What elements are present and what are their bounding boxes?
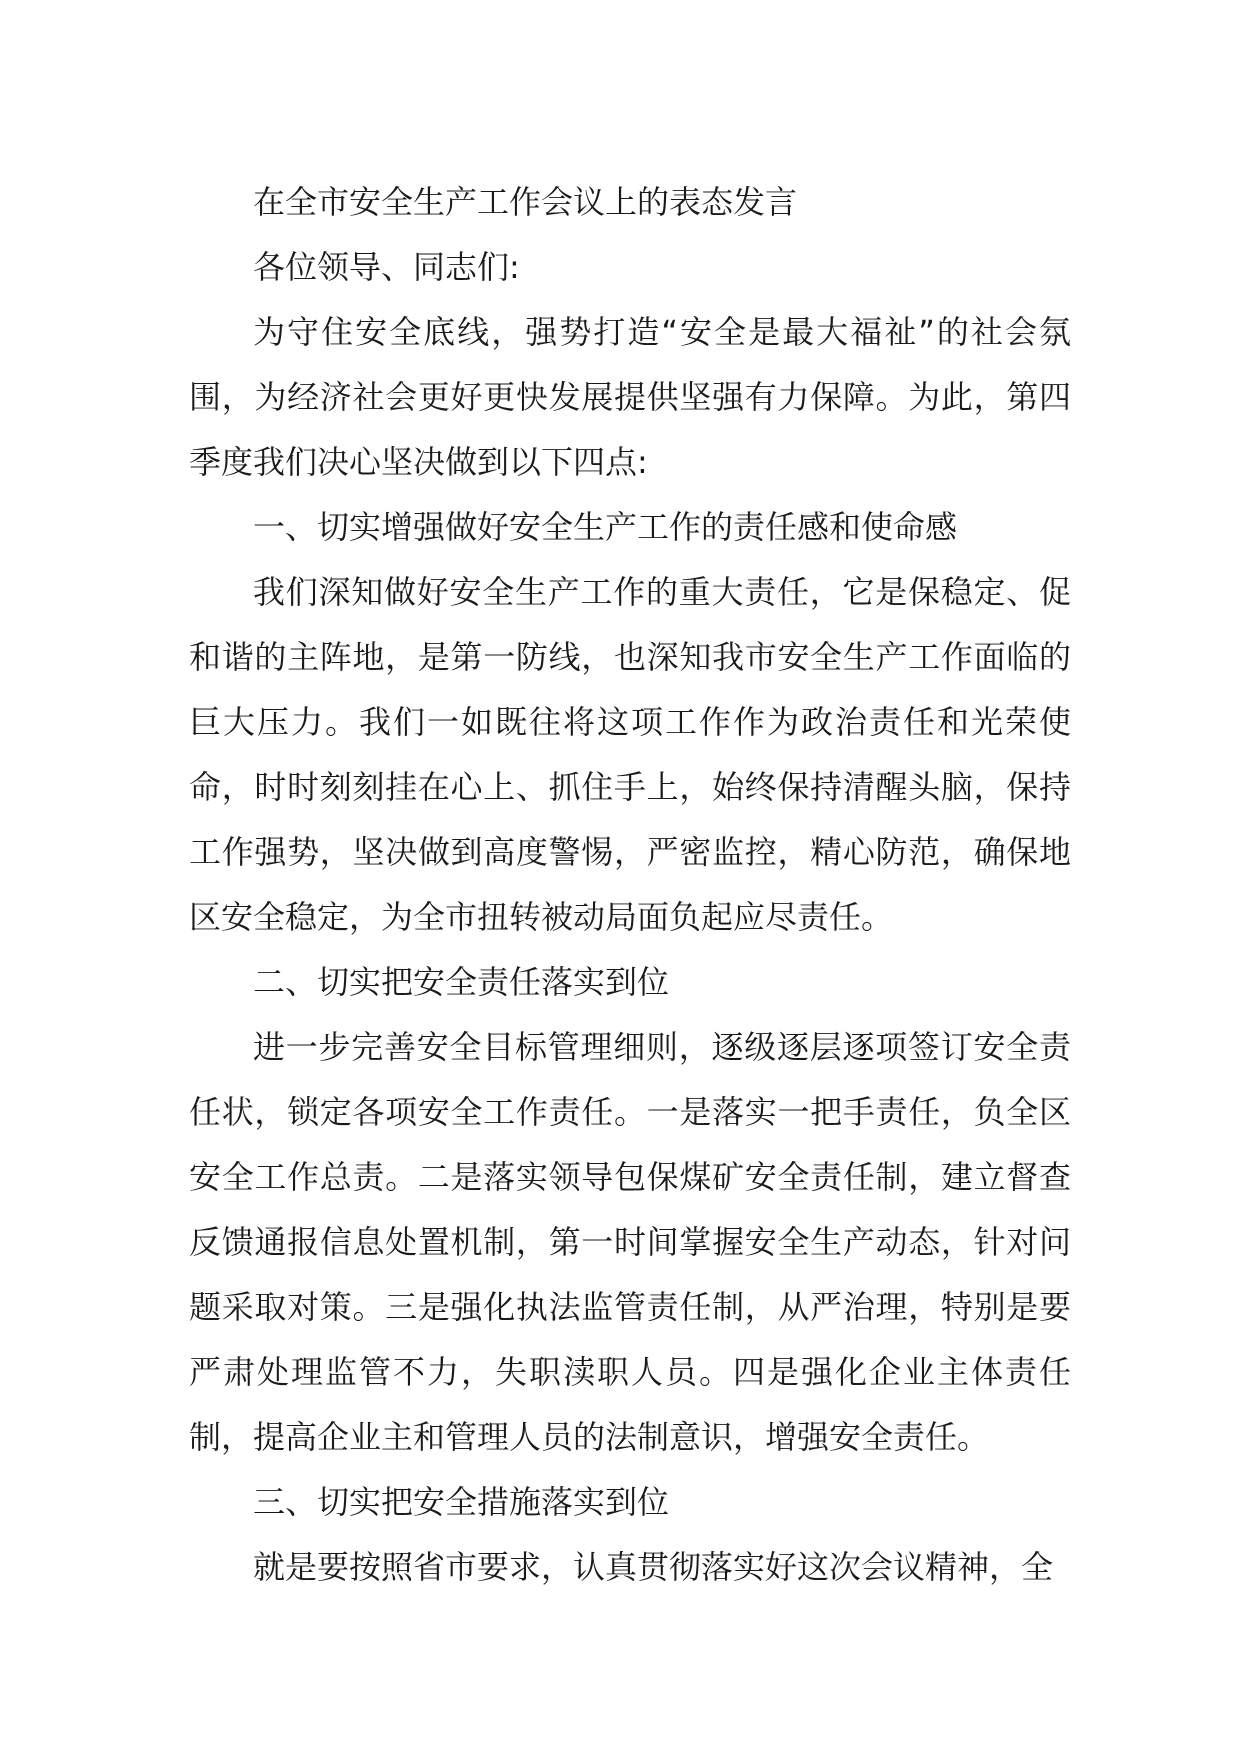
body-paragraph: 就是要按照省市要求，认真贯彻落实好这次会议精神，全 <box>253 1548 1054 1586</box>
body-paragraph: 进一步完善安全目标管理细则，逐级逐层逐项签订安全责任状，锁定各项安全工作责任。一是落实一把手责任，负全区安全工作总责。二是落实领导包保煤矿安全责任制，建立督查反馈通报信息处置机制，第一时间掌握安全生产动态，针对问题采取对策。三是强化执法监管责任制，从严治理，特别是要严肃处理监管不力，失职渎职人员。四是强化企业主体责任制，提高企业主和管理人员的法制意识，增强安全责任。 <box>189 1028 1071 1456</box>
salutation: 各位领导、同志们: <box>253 248 520 286</box>
document-title: 在全市安全生产工作会议上的表态发言 <box>253 183 798 221</box>
body-paragraph: 我们深知做好安全生产工作的重大责任，它是保稳定、促和谐的主阵地，是第一防线，也深知我市安全生产工作面临的巨大压力。我们一如既往将这项工作作为政治责任和光荣使命，时时刻刻挂在心上、抓住手上，始终保持清醒头脑，保持工作强势，坚决做到高度警惕，严密监控，精心防范，确保地区安全稳定，为全市扭转被动局面负起应尽责任。 <box>189 573 1071 936</box>
document-page <box>189 170 1071 1600</box>
section-heading: 一、切实增强做好安全生产工作的责任感和使命感 <box>253 508 958 546</box>
body-paragraph: 为守住安全底线，强势打造“安全是最大福祉”的社会氛围，为经济社会更好更快发展提供坚强有力保障。为此，第四季度我们决心坚决做到以下四点: <box>189 313 1071 481</box>
section-heading: 二、切实把安全责任落实到位 <box>253 963 670 1001</box>
section-heading: 三、切实把安全措施落实到位 <box>253 1483 670 1521</box>
